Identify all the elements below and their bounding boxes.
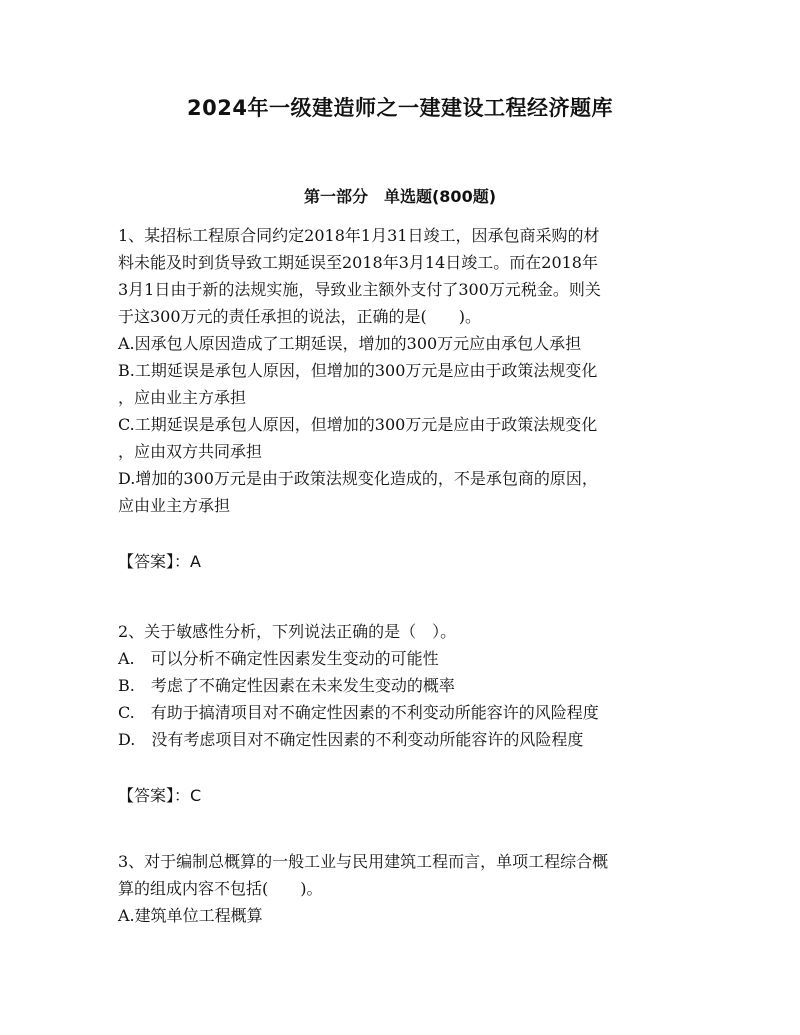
question-1 bbox=[118, 222, 688, 519]
option-a: A.建筑单位工程概算 bbox=[118, 906, 263, 925]
option-b: B. 考虑了不确定性因素在未来发生变动的概率 bbox=[118, 676, 455, 695]
option-b: B.工期延误是承包人原因，但增加的300万元是应由于政策法规变化 bbox=[118, 361, 598, 380]
question-3 bbox=[118, 848, 688, 929]
answer-line: 【答案】：C bbox=[118, 786, 202, 805]
question-2 bbox=[118, 618, 688, 753]
option-a: A. 可以分析不确定性因素发生变动的可能性 bbox=[118, 649, 439, 668]
option-b-continued: ，应由业主方承担 bbox=[118, 388, 247, 407]
option-c-continued: ，应由双方共同承担 bbox=[118, 442, 263, 461]
option-a: A.因承包人原因造成了工期延误，增加的300万元应由承包人承担 bbox=[118, 334, 582, 353]
option-c: C.工期延误是承包人原因，但增加的300万元是应由于政策法规变化 bbox=[118, 415, 598, 434]
question-stem-line: 于这300万元的责任承担的说法，正确的是( )。 bbox=[118, 307, 482, 326]
option-d: D. 没有考虑项目对不确定性因素的不利变动所能容许的风险程度 bbox=[118, 730, 584, 749]
section-heading: 第一部分 单选题(800题) bbox=[303, 187, 497, 206]
question-stem-line: 1、某招标工程原合同约定2018年1月31日竣工，因承包商采购的材 bbox=[118, 226, 600, 245]
question-stem-line: 2、关于敏感性分析，下列说法正确的是（ ）。 bbox=[118, 622, 457, 641]
document-title: 2024年一级建造师之一建建设工程经济题库 bbox=[187, 96, 613, 120]
answer-1 bbox=[118, 548, 688, 575]
question-stem-line: 3、对于编制总概算的一般工业与民用建筑工程而言，单项工程综合概 bbox=[118, 852, 609, 871]
question-stem-line: 3月1日由于新的法规实施，导致业主额外支付了300万元税金。则关 bbox=[118, 280, 601, 299]
option-c: C. 有助于搞清项目对不确定性因素的不利变动所能容许的风险程度 bbox=[118, 703, 599, 722]
option-d: D.增加的300万元是由于政策法规变化造成的，不是承包商的原因， bbox=[118, 469, 598, 488]
question-stem-line: 料未能及时到货导致工期延误至2018年3月14日竣工。而在2018年 bbox=[118, 253, 598, 272]
answer-2 bbox=[118, 782, 688, 809]
question-stem-line: 算的组成内容不包括( )。 bbox=[118, 879, 323, 898]
answer-line: 【答案】：A bbox=[118, 552, 201, 571]
option-d-continued: 应由业主方承担 bbox=[118, 496, 231, 515]
